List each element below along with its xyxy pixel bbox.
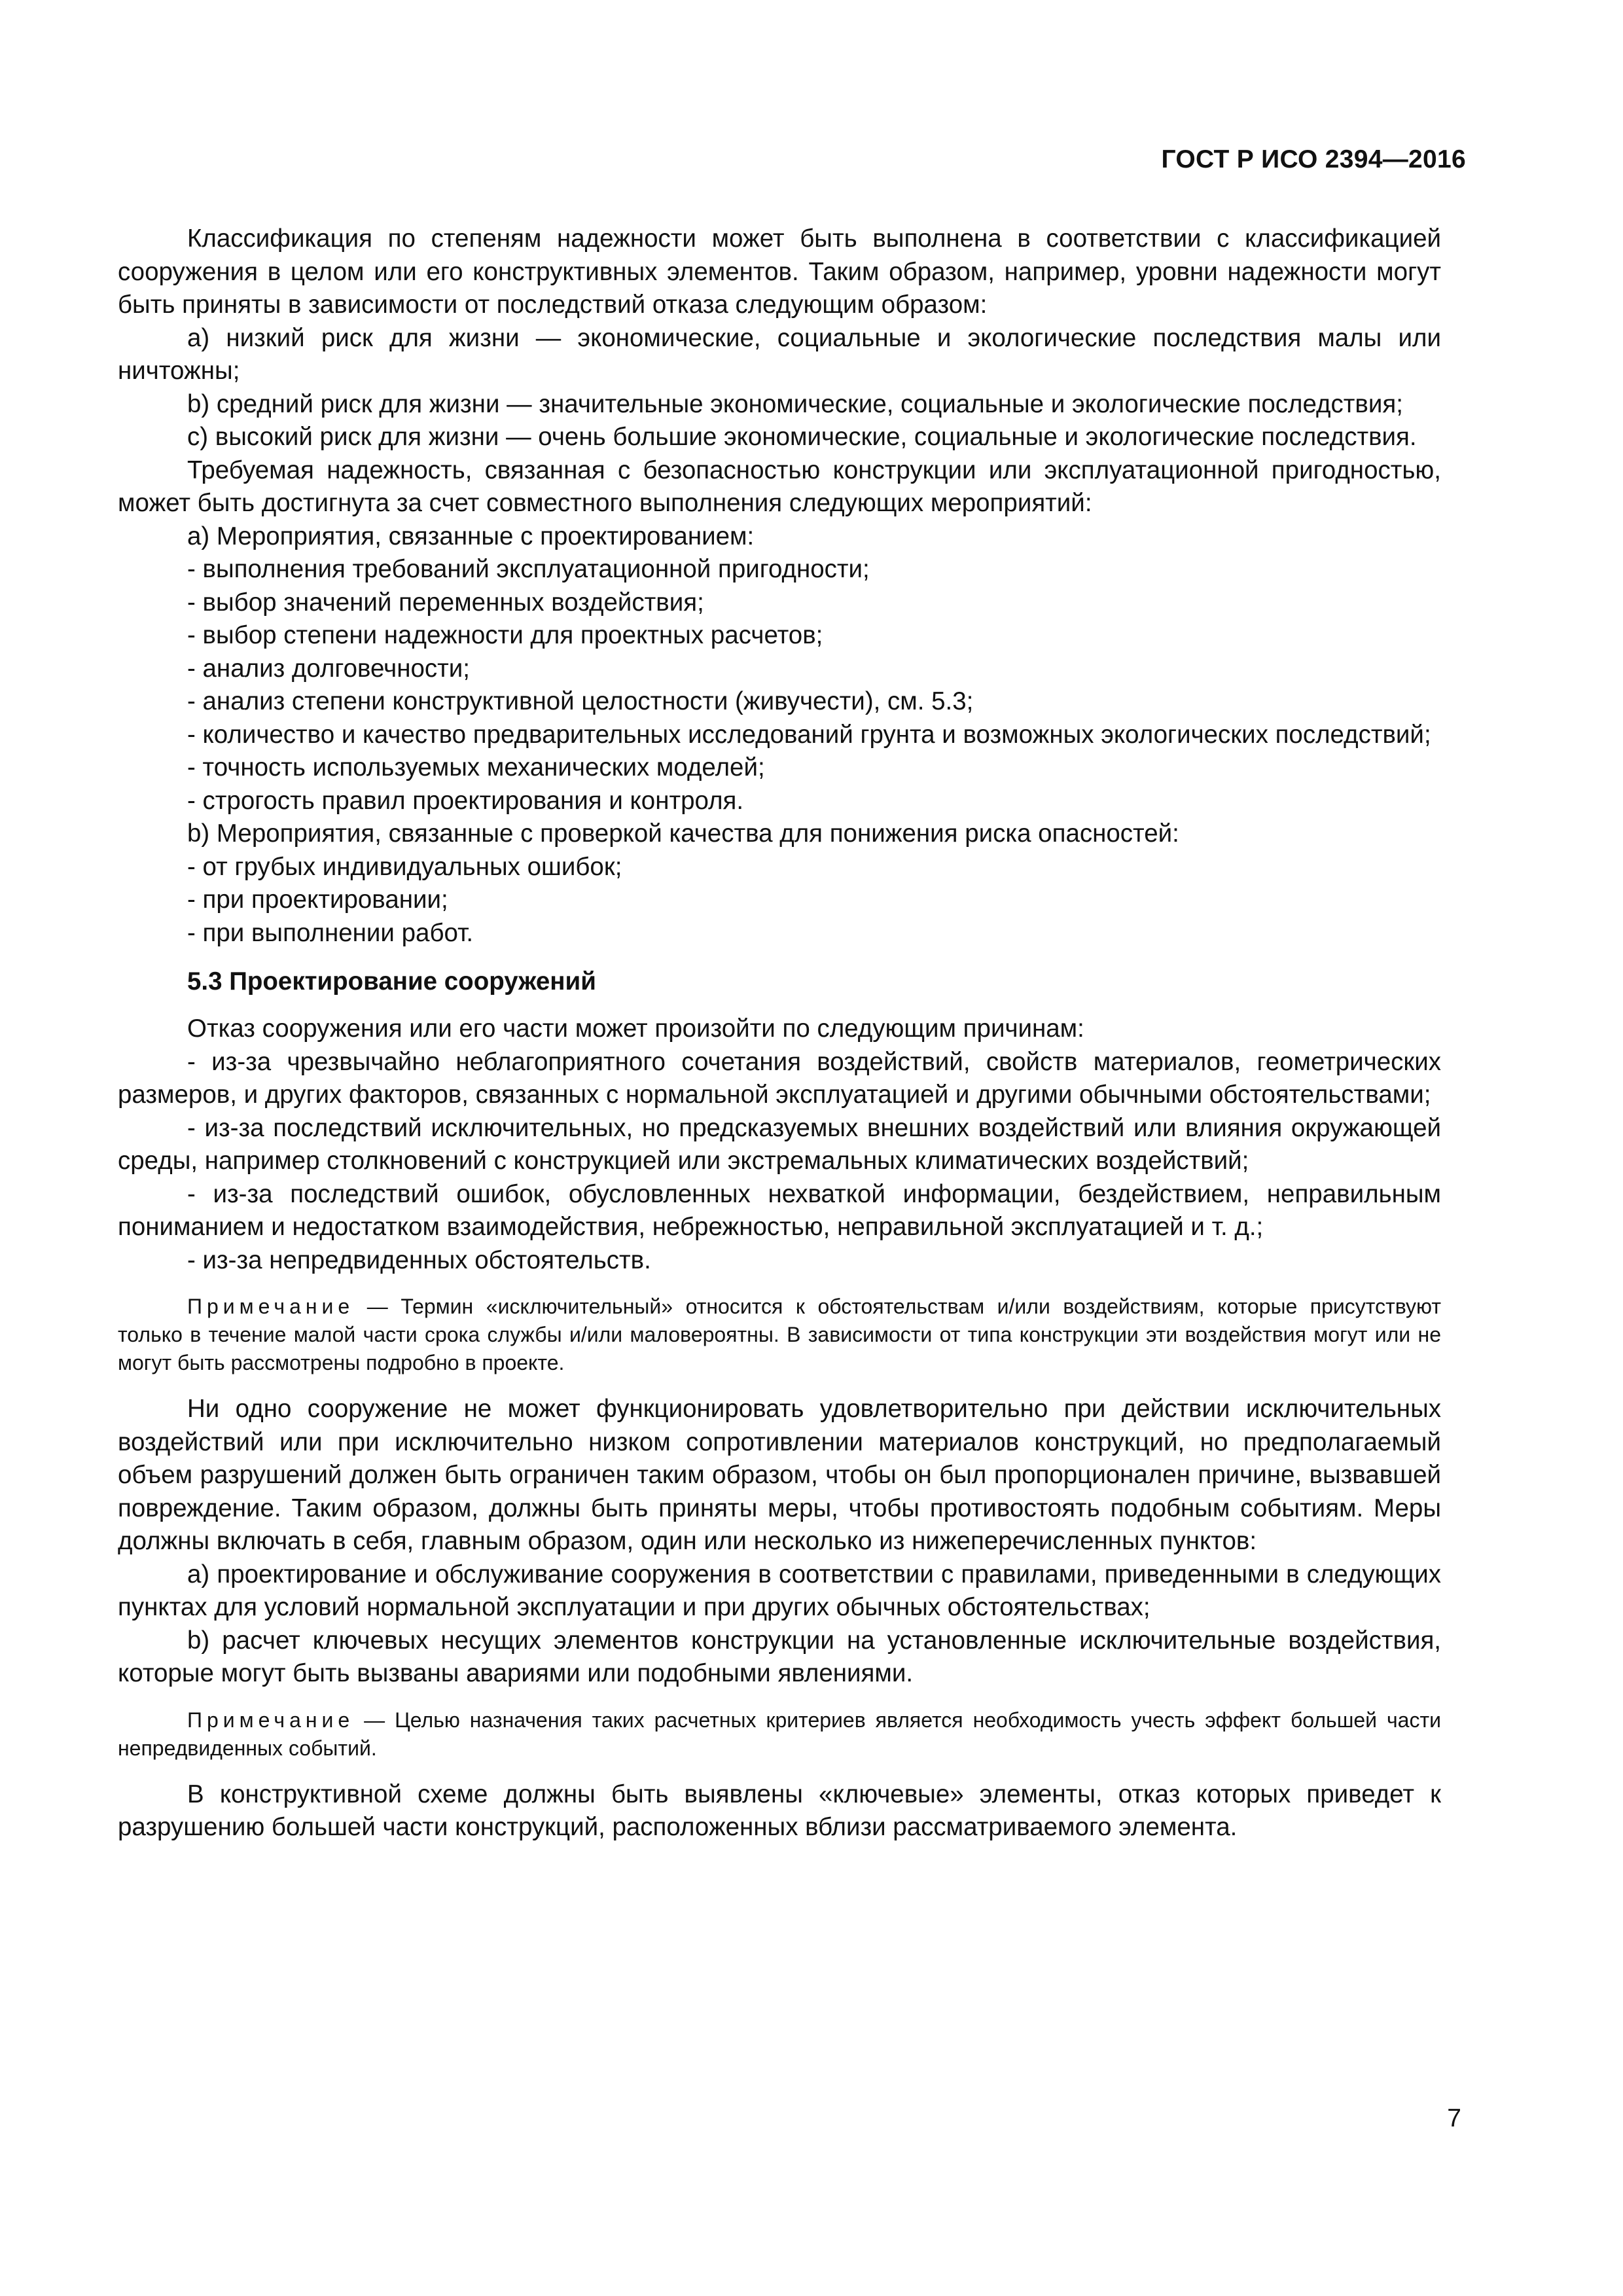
paragraph: - выполнения требований эксплуатационной пригодности; [187,555,870,583]
document-code-header: ГОСТ Р ИСО 2394—2016 [1161,145,1466,173]
paragraph: а) Мероприятия, связанные с проектированием: [187,522,755,550]
document-body [118,223,1441,1844]
paragraph: - при проектировании; [187,886,448,914]
paragraph: Требуемая надежность, связанная с безопасностью конструкции или эксплуатационной пригодностью, может быть достигнута за счет совместного выполнения следующих мероприятий: [118,456,1441,517]
paragraph: - строгость правил проектирования и контроля. [187,786,744,815]
paragraph: a) низкий риск для жизни — экономические, социальные и экологические последствия малы или ничтожны; [118,323,1441,385]
paragraph: - точность используемых механических моделей; [187,753,765,781]
page-number: 7 [1447,2104,1461,2132]
paragraph: Классификация по степеням надежности может быть выполнена в соответствии с классификацией сооружения в целом или его конструктивных элементов. Таким образом, например, уровни надежности могут быть приняты в зависимости от последствий отказа следующим образом: [118,224,1441,319]
note-text: — Термин «исключительный» относится к обстоятельствам и/или воздействиям, которые присутствуют только в течение малой части срока службы и/или маловероятны. В зависимости от типа конструкции эти воздействия могут или не могут быть рассмотрены подробно в проекте. [118,1295,1441,1374]
section-5-3-measures [118,1393,1441,1691]
paragraph: - из-за непредвиденных обстоятельств. [187,1246,651,1274]
paragraph: В конструктивной схеме должны быть выявлены «ключевые» элементы, отказ которых приведет к разрушению большей части конструкций, расположенных вблизи рассматриваемого элемента. [118,1780,1441,1841]
paragraph: a) проектирование и обслуживание сооружения в соответствии с правилами, приведенными в следующих пунктах для условий нормальной эксплуатации и при других обычных обстоятельствах; [118,1560,1441,1621]
note-design-criteria [118,1706,1441,1763]
paragraph: - из-за последствий ошибок, обусловленных нехваткой информации, бездействием, неправильным пониманием и недостатком взаимодействия, небрежностью, неправильной эксплуатацией и т. д.; [118,1179,1441,1241]
section-heading-5-3: 5.3 Проектирование сооружений [187,967,596,996]
paragraph: - от грубых индивидуальных ошибок; [187,852,622,881]
note-exceptional [118,1293,1441,1377]
paragraph: Ни одно сооружение не может функционировать удовлетворительно при действии исключительных воздействий или при исключительно низком сопротивлении материалов конструкций, но предполагаемый объем разрушений должен быть ограничен таким образом, чтобы он был пропорционален причине, вызвавшей повреждение. Таким образом, должны быть приняты меры, чтобы противостоять подобным событиям. Меры должны включать в себя, главным образом, один или несколько из нижеперечисленных пунктов: [118,1395,1441,1555]
paragraph: - из-за чрезвычайно неблагоприятного сочетания воздействий, свойств материалов, геометрических размеров, и других факторов, связанных с нормальной эксплуатацией и другими обычными обстоятельствами; [118,1047,1441,1109]
paragraph: b) расчет ключевых несущих элементов конструкции на установленные исключительные воздействия, которые могут быть вызваны авариями или подобными явлениями. [118,1626,1441,1687]
paragraph: - выбор степени надежности для проектных расчетов; [187,621,823,649]
paragraph: - количество и качество предварительных исследований грунта и возможных экологических последствий; [187,720,1431,749]
paragraph: Отказ сооружения или его части может произойти по следующим причинам: [187,1014,1084,1043]
note-label: Примечание [187,1295,355,1318]
paragraph: - при выполнении работ. [187,918,474,947]
section-5-2-continuation [118,223,1441,950]
paragraph: b) Мероприятия, связанные с проверкой качества для понижения риска опасностей: [187,819,1179,848]
paragraph: - анализ степени конструктивной целостности (живучести), см. 5.3; [187,687,974,715]
section-5-3-causes [118,1013,1441,1277]
paragraph: c) высокий риск для жизни — очень большие экономические, социальные и экологические последствия. [187,423,1417,451]
section-5-3-key-elements [118,1778,1441,1844]
note-text: — Целью назначения таких расчетных критериев является необходимость учесть эффект большей части непредвиденных событий. [118,1708,1441,1760]
paragraph: - из-за последствий исключительных, но предсказуемых внешних воздействий или влияния окружающей среды, например столкновений с конструкцией или экстремальных климатических воздействий; [118,1113,1441,1175]
note-label: Примечание [187,1708,355,1732]
paragraph: - выбор значений переменных воздействия; [187,588,704,617]
paragraph: - анализ долговечности; [187,654,470,683]
paragraph: b) средний риск для жизни — значительные экономические, социальные и экологические последствия; [187,389,1403,418]
